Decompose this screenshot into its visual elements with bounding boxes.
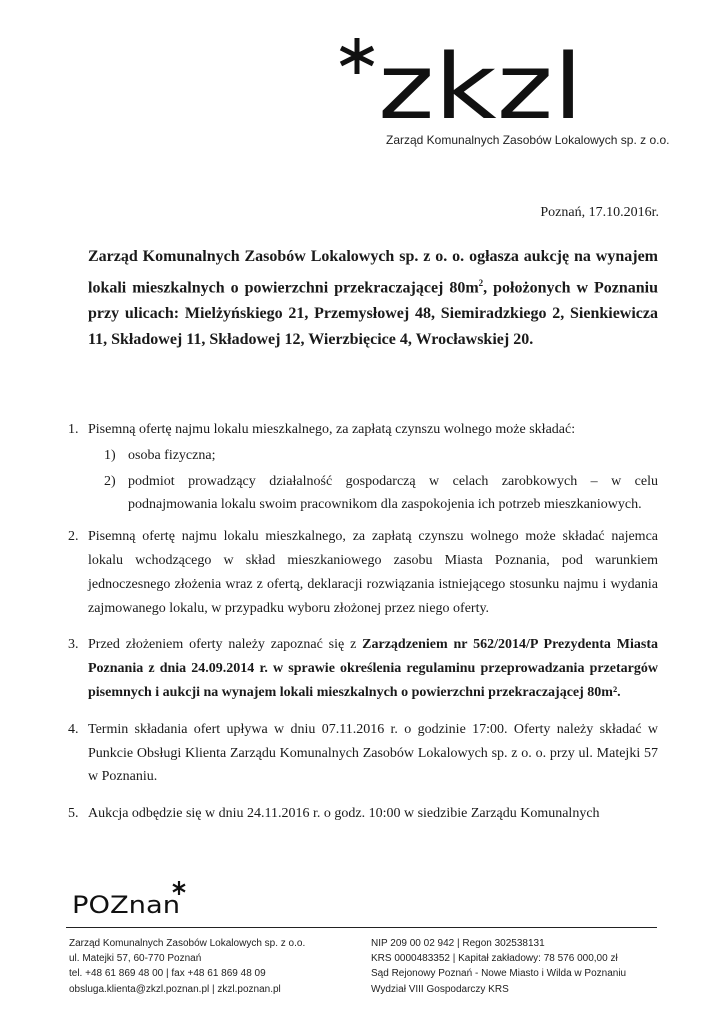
item-text: Termin składania ofert upływa w dniu 07.11.2016 r. o godzinie 17:00. Oferty należy składać w Punkcie Obsługi Klienta Zarządu Komunalnych Zasobów Lokalowych sp. z o. o. przy ul. Matejki 57 w Poznaniu. [88, 721, 658, 785]
sub-item-text: osoba fizyczna; [128, 447, 216, 463]
list-item [68, 418, 658, 517]
footer-line: ul. Matejki 57, 60-770 Poznań [69, 953, 202, 965]
item-number: 3. [68, 637, 79, 653]
sub-item [88, 470, 658, 518]
date-line: Poznań, 17.10.2016r. [540, 205, 659, 220]
org-subtitle: Zarząd Komunalnych Zasobów Lokalowych sp. z o.o. [386, 133, 670, 147]
item-text: Aukcja odbędzie się w dniu 24.11.2016 r. o godz. 10:00 w siedzibie Zarządu Komunalnych [88, 806, 600, 822]
announcement-text-1: Zarząd Komunalnych Zasobów Lokalowych sp. z o. o. ogłasza aukcję na wynajem lokali mieszkalnych o powierzchni przekraczającej 80m [88, 248, 658, 297]
item-number: 1. [68, 422, 79, 437]
item-number: 2. [68, 529, 79, 545]
announcement-heading [88, 244, 658, 353]
item-text: Pisemną ofertę najmu lokalu mieszkalnego, za zapłatą czynszu wolnego może składać: [88, 422, 576, 437]
footer-line: obsluga.klienta@zkzl.poznan.pl | zkzl.poznan.pl [69, 983, 281, 995]
item-text [88, 633, 658, 704]
item-text: Pisemną ofertę najmu lokalu mieszkalnego, za zapłatą czynszu wolnego może składać najemca lokalu wchodzącego w skład mieszkaniowego zasobu Miasta Poznania, pod warunkiem jednoczesnego złożenia wraz z ofertą, deklaracji rozwiązania istniejącego stosunku najmu i wydania zajmowanego lokalu, w przypadku wyboru złożonej przez niego oferty. [88, 529, 658, 616]
poznan-wordmark: POZnan [72, 891, 180, 919]
numbered-list [68, 418, 658, 834]
zkzl-logo [338, 30, 588, 125]
list-item [68, 802, 658, 826]
footer-divider [66, 927, 657, 928]
item-text-bold: Zarządzeniem nr 562/2014/P Prezydenta Miasta Poznania z dnia 24.09.2014 r. w sprawie określenia regulaminu przeprowadzania przetargów pisemnych i aukcji na wynajem lokali mieszkalnych o powierzchni przekraczającej 80m². [88, 637, 658, 700]
footer-line: KRS 0000483352 | Kapitał zakładowy: 78 576 000,00 zł [371, 953, 618, 965]
item-text-plain: Przed złożeniem oferty należy zapoznać się z [88, 637, 363, 653]
footer-line: NIP 209 00 02 942 | Regon 302538131 [371, 938, 545, 949]
footer-contact [69, 936, 305, 997]
logo-wordmark: zkzl [378, 35, 583, 125]
sub-item-number: 1) [104, 447, 116, 463]
sub-item-number: 2) [104, 473, 116, 489]
item-number: 4. [68, 721, 79, 737]
list-item [68, 525, 658, 620]
sub-item [88, 444, 658, 468]
list-item [68, 718, 658, 789]
footer-line: Sąd Rejonowy Poznań - Nowe Miasto i Wilda w Poznaniu [371, 968, 627, 980]
announcement-text-2: , położonych w Poznaniu przy ulicach: Mielżyńskiego 21, Przemysłowej 48, Siemiradzkiego 2, Sienkiewicza 11, Składowej 11, Składowej 12, Wierzbięcice 4, Wrocławskiej 20. [88, 279, 658, 349]
footer-line: Wydział VIII Gospodarczy KRS [371, 983, 509, 995]
footer-line: Zarząd Komunalnych Zasobów Lokalowych sp. z o.o. [69, 938, 306, 949]
poznan-logo [72, 879, 197, 919]
item-number: 5. [68, 806, 79, 822]
list-item [68, 633, 658, 704]
sub-item-text: podmiot prowadzący działalność gospodarczą w celach zarobkowych – w celu podnajmowania lokalu swoim pracownikom dla zaspokojenia ich potrzeb mieszkaniowych. [128, 473, 658, 513]
announcement-superscript: 2 [478, 278, 484, 288]
asterisk-icon [341, 38, 373, 74]
footer-registry [371, 936, 626, 997]
footer-line: tel. +48 61 869 48 00 | fax +48 61 869 48 09 [69, 968, 266, 980]
